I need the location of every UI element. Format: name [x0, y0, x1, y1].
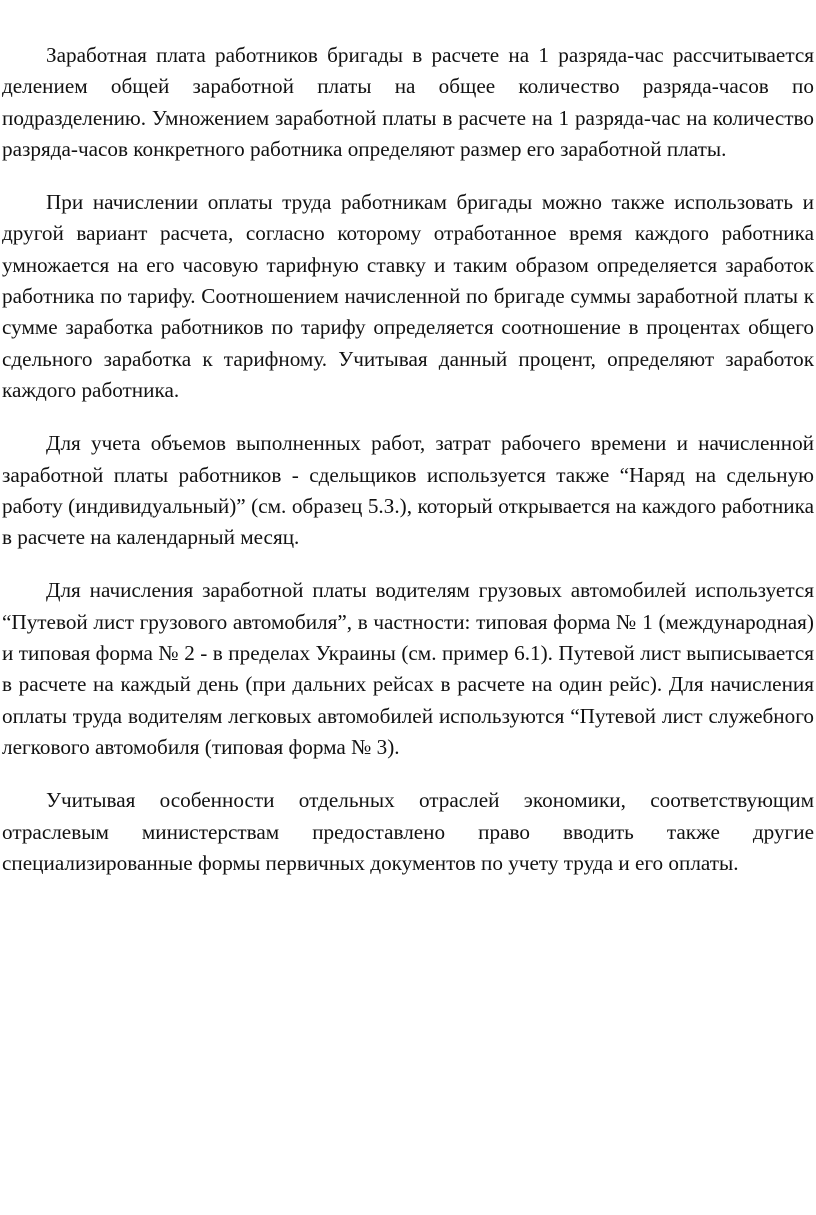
paragraph-brigade-wage-calculation: Заработная плата работников бригады в расчете на 1 разряда-час рассчитывается делением общей заработной платы на общее количество разряда-часов по подразделению. Умножением заработной платы в расчете на 1 разряда-час на количество разряда-часов конкретного работника определяют размер его заработной платы. [2, 43, 814, 161]
paragraph-alternative-calculation: При начислении оплаты труда работникам бригады можно также использовать и другой вариант расчета, согласно которому отработанное время каждого работника умножается на его часовую тарифную ставку и таким образом определяется заработок работника по тарифу. Соотношением начисленной по бригаде суммы заработной платы к сумме заработка работников по тарифу определяется соотношение в процентах общего сдельного заработка к тарифному. Учитывая данный процент, определяют заработок каждого работника. [2, 190, 814, 402]
paragraph-piecework-order: Для учета объемов выполненных работ, затрат рабочего времени и начисленной заработной платы работников - сдельщиков используется также “Наряд на сдельную работу (индивидуальный)” (см. образец 5.З.), который открывается на каждого работника в расчете на календарный месяц. [2, 431, 814, 550]
paragraph-industry-forms: Учитывая особенности отдельных отраслей экономики, соответствующим отраслевым министерствам предоставлено право вводить также другие специализированные формы первичных документов по учету труда и его оплаты. [2, 788, 814, 875]
document-body [2, 40, 814, 879]
paragraph-waybill: Для начисления заработной платы водителям грузовых автомобилей используется “Путевой лист грузового автомобиля”, в частности: типовая форма № 1 (международная) и типовая форма № 2 - в пределах Украины (см. пример 6.1). Путевой лист выписывается в расчете на каждый день (при дальних рейсах в расчете на один рейс). Для начисления оплаты труда водителям легковых автомобилей используются “Путевой лист служебного легкового автомобиля (типовая форма № 3). [2, 578, 814, 759]
